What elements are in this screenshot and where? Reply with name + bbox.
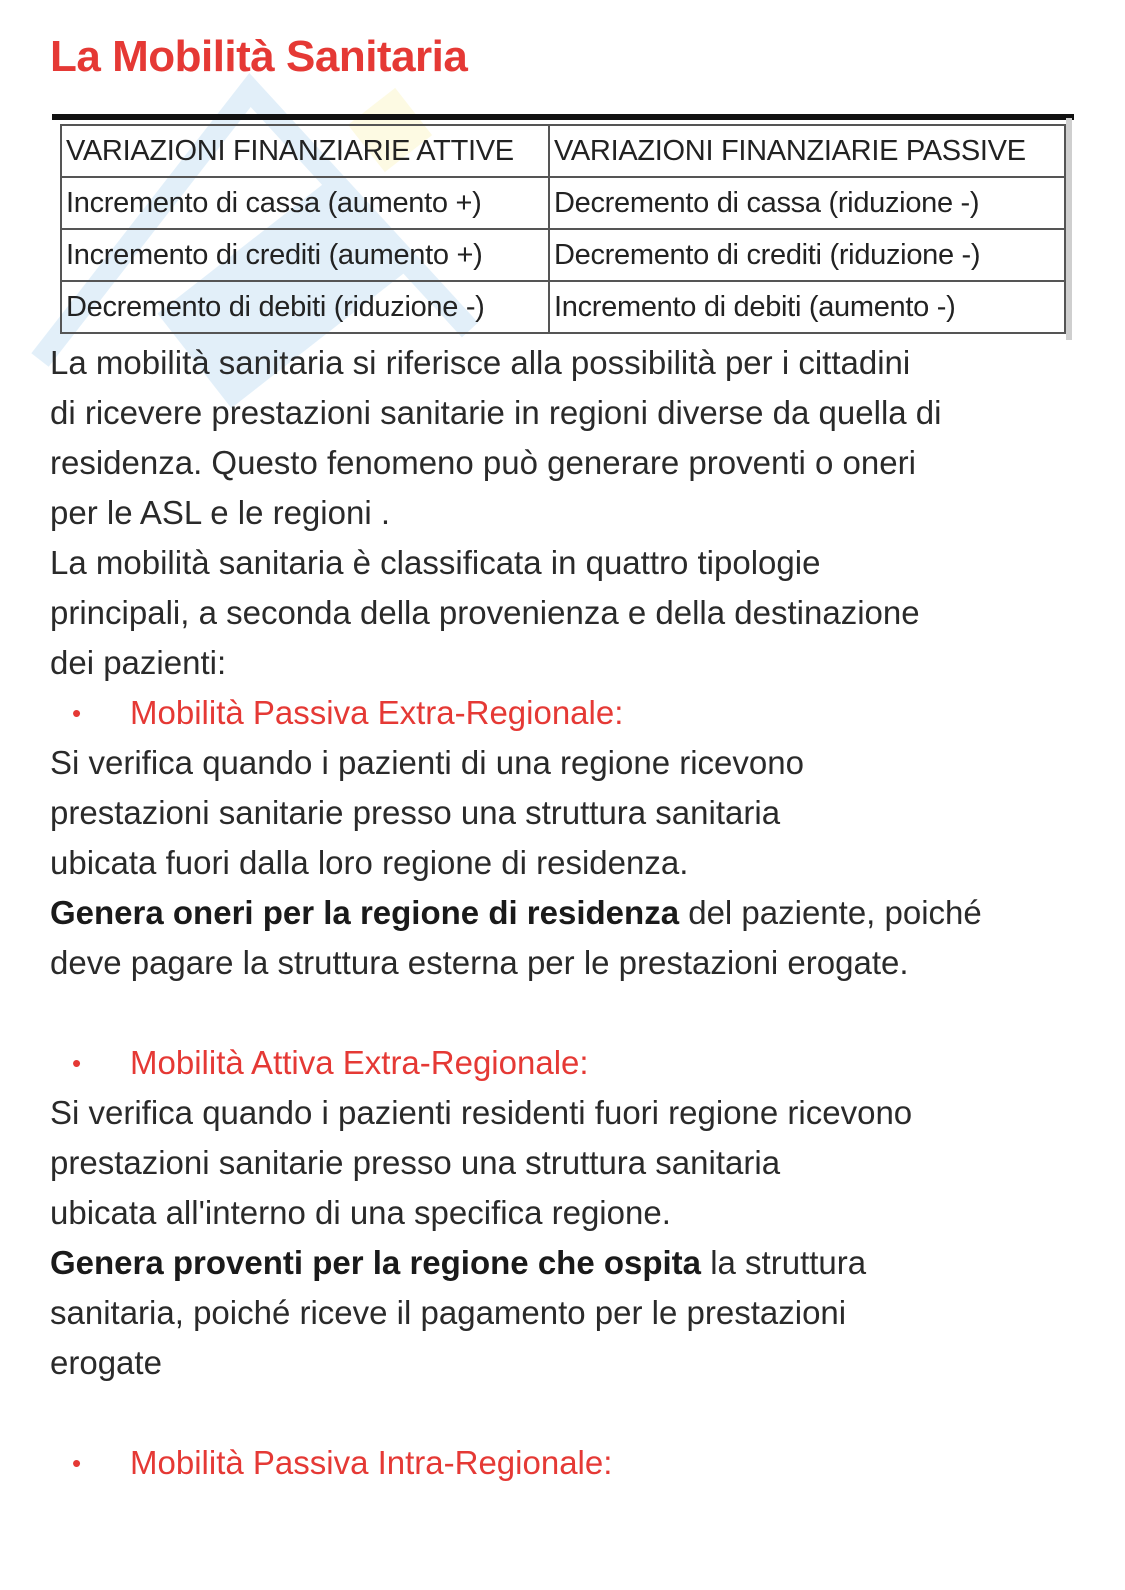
bold-emphasis: Genera proventi per la regione che ospita [50, 1244, 702, 1281]
text-line: deve pagare la struttura esterna per le prestazioni erogate. [50, 944, 909, 981]
text-line [50, 888, 1070, 938]
table-cell: Decremento di crediti (riduzione -) [549, 229, 1065, 281]
text-fragment: la struttura [701, 1244, 867, 1281]
table-row [61, 229, 1065, 281]
section-passive-intra-regional [50, 1438, 1070, 1488]
section-active-extra-regional [50, 1038, 1070, 1388]
text-line: residenza. Questo fenomeno può generare proventi o oneri [50, 444, 916, 481]
title-divider [52, 114, 1074, 120]
intro-paragraph [50, 338, 1070, 538]
bold-emphasis: Genera oneri per la regione di residenza [50, 894, 680, 931]
bullet-heading [50, 688, 1070, 738]
table-row [61, 281, 1065, 333]
text-line: Si verifica quando i pazienti di una regione ricevono [50, 744, 804, 781]
bullet-heading [50, 1038, 1070, 1088]
financial-variations-table [60, 124, 1066, 334]
paragraph-spacer [50, 988, 1070, 1038]
page-title: La Mobilità Sanitaria [50, 32, 468, 81]
table-header-cell: VARIAZIONI FINANZIARIE ATTIVE [61, 125, 549, 177]
text-line: La mobilità sanitaria è classificata in quattro tipologie [50, 544, 821, 581]
bullet-heading [50, 1438, 1070, 1488]
text-line: dei pazienti: [50, 644, 227, 681]
text-line: principali, a seconda della provenienza e della destinazione [50, 594, 920, 631]
table-cell: Incremento di cassa (aumento +) [61, 177, 549, 229]
text-line: erogate [50, 1344, 162, 1381]
bullet-heading-label: Mobilità Passiva Intra-Regionale: [130, 1444, 613, 1481]
bullet-heading-label: Mobilità Passiva Extra-Regionale: [130, 694, 624, 731]
text-fragment: del paziente, poiché [679, 894, 982, 931]
table-header-cell: VARIAZIONI FINANZIARIE PASSIVE [549, 125, 1065, 177]
table-header-row [61, 125, 1065, 177]
text-line: ubicata all'interno di una specifica regione. [50, 1194, 671, 1231]
text-line [50, 1238, 1070, 1288]
classification-paragraph [50, 538, 1070, 688]
text-line: sanitaria, poiché riceve il pagamento per le prestazioni [50, 1294, 847, 1331]
table-cell: Incremento di crediti (aumento +) [61, 229, 549, 281]
paragraph-spacer [50, 1388, 1070, 1438]
bullet-heading-label: Mobilità Attiva Extra-Regionale: [130, 1044, 589, 1081]
table-cell: Decremento di debiti (riduzione -) [61, 281, 549, 333]
table-cell: Incremento di debiti (aumento -) [549, 281, 1065, 333]
table-cell: Decremento di cassa (riduzione -) [549, 177, 1065, 229]
bullet-dot-icon: • [72, 698, 82, 728]
document-body [50, 338, 1070, 1488]
text-line: La mobilità sanitaria si riferisce alla possibilità per i cittadini [50, 344, 911, 381]
text-line: Si verifica quando i pazienti residenti fuori regione ricevono [50, 1094, 913, 1131]
section-passive-extra-regional [50, 688, 1070, 988]
text-line: di ricevere prestazioni sanitarie in regioni diverse da quella di [50, 394, 942, 431]
text-line: per le ASL e le regioni . [50, 494, 390, 531]
text-line: prestazioni sanitarie presso una struttura sanitaria [50, 1144, 781, 1181]
financial-variations-table-wrapper [60, 124, 1070, 334]
bullet-dot-icon: • [72, 1048, 82, 1078]
text-line: ubicata fuori dalla loro regione di residenza. [50, 844, 689, 881]
text-line: prestazioni sanitarie presso una struttura sanitaria [50, 794, 781, 831]
bullet-dot-icon: • [72, 1448, 82, 1478]
table-row [61, 177, 1065, 229]
